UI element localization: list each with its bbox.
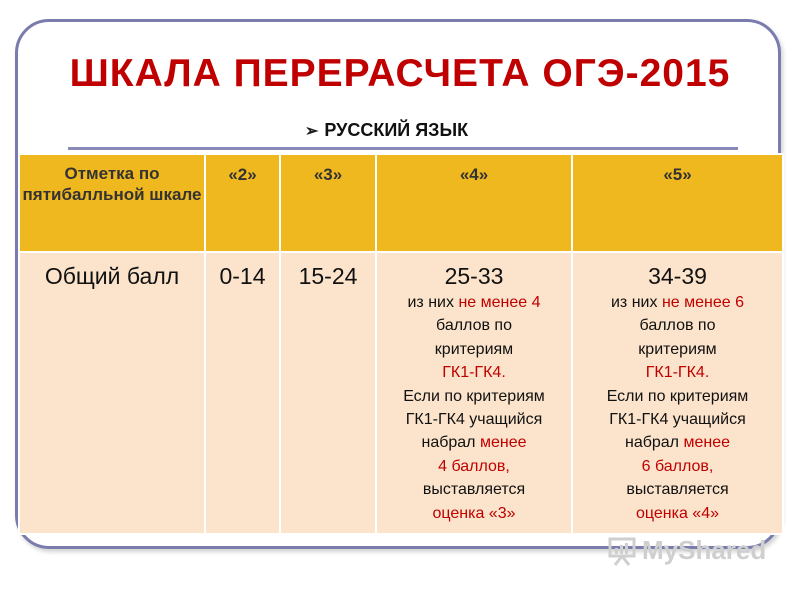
score-table bbox=[18, 153, 784, 535]
table-row-total-score bbox=[19, 252, 783, 534]
watermark-text: MyShared bbox=[642, 535, 767, 565]
table-header-row bbox=[19, 154, 783, 252]
range-cell-grade-3 bbox=[280, 252, 376, 534]
subject-label: РУССКИЙ ЯЗЫК bbox=[324, 120, 469, 140]
header-grade-3: «3» bbox=[280, 154, 376, 252]
row-label: Общий балл bbox=[44, 263, 180, 289]
range-cell-grade-2 bbox=[205, 252, 280, 534]
range-grade-2: 0-14 bbox=[219, 263, 266, 289]
range-grade-3: 15-24 bbox=[298, 263, 358, 289]
note-grade-5: из них не менее 6 баллов по критериям ГК1-ГК4. Если по критериям ГК1-ГК4 учащийся набрал менее 6 баллов, выставляется оценка «4» bbox=[606, 294, 749, 522]
header-grade-4: «4» bbox=[376, 154, 572, 252]
note-grade-4: из них не менее 4 баллов по критериям ГК1-ГК4. Если по критериям ГК1-ГК4 учащийся набрал менее 4 баллов, выставляется оценка «3» bbox=[403, 294, 545, 522]
header-grade-2: «2» bbox=[205, 154, 280, 252]
slide-title: ШКАЛА ПЕРЕРАСЧЕТА ОГЭ-2015 bbox=[69, 52, 731, 95]
range-cell-grade-5 bbox=[572, 252, 783, 534]
header-grade-5: «5» bbox=[572, 154, 783, 252]
row-label-cell bbox=[19, 252, 205, 534]
subject-heading bbox=[305, 120, 468, 141]
range-grade-4: 25-33 bbox=[444, 263, 504, 289]
header-grade-label: Отметка по пятибалльной шкале bbox=[19, 154, 205, 252]
divider-line bbox=[68, 147, 738, 150]
arrow-bullet-icon: ➢ bbox=[305, 122, 319, 140]
range-cell-grade-4 bbox=[376, 252, 572, 534]
range-grade-5: 34-39 bbox=[648, 263, 707, 289]
presentation-board-icon bbox=[608, 536, 636, 566]
watermark bbox=[608, 535, 766, 566]
